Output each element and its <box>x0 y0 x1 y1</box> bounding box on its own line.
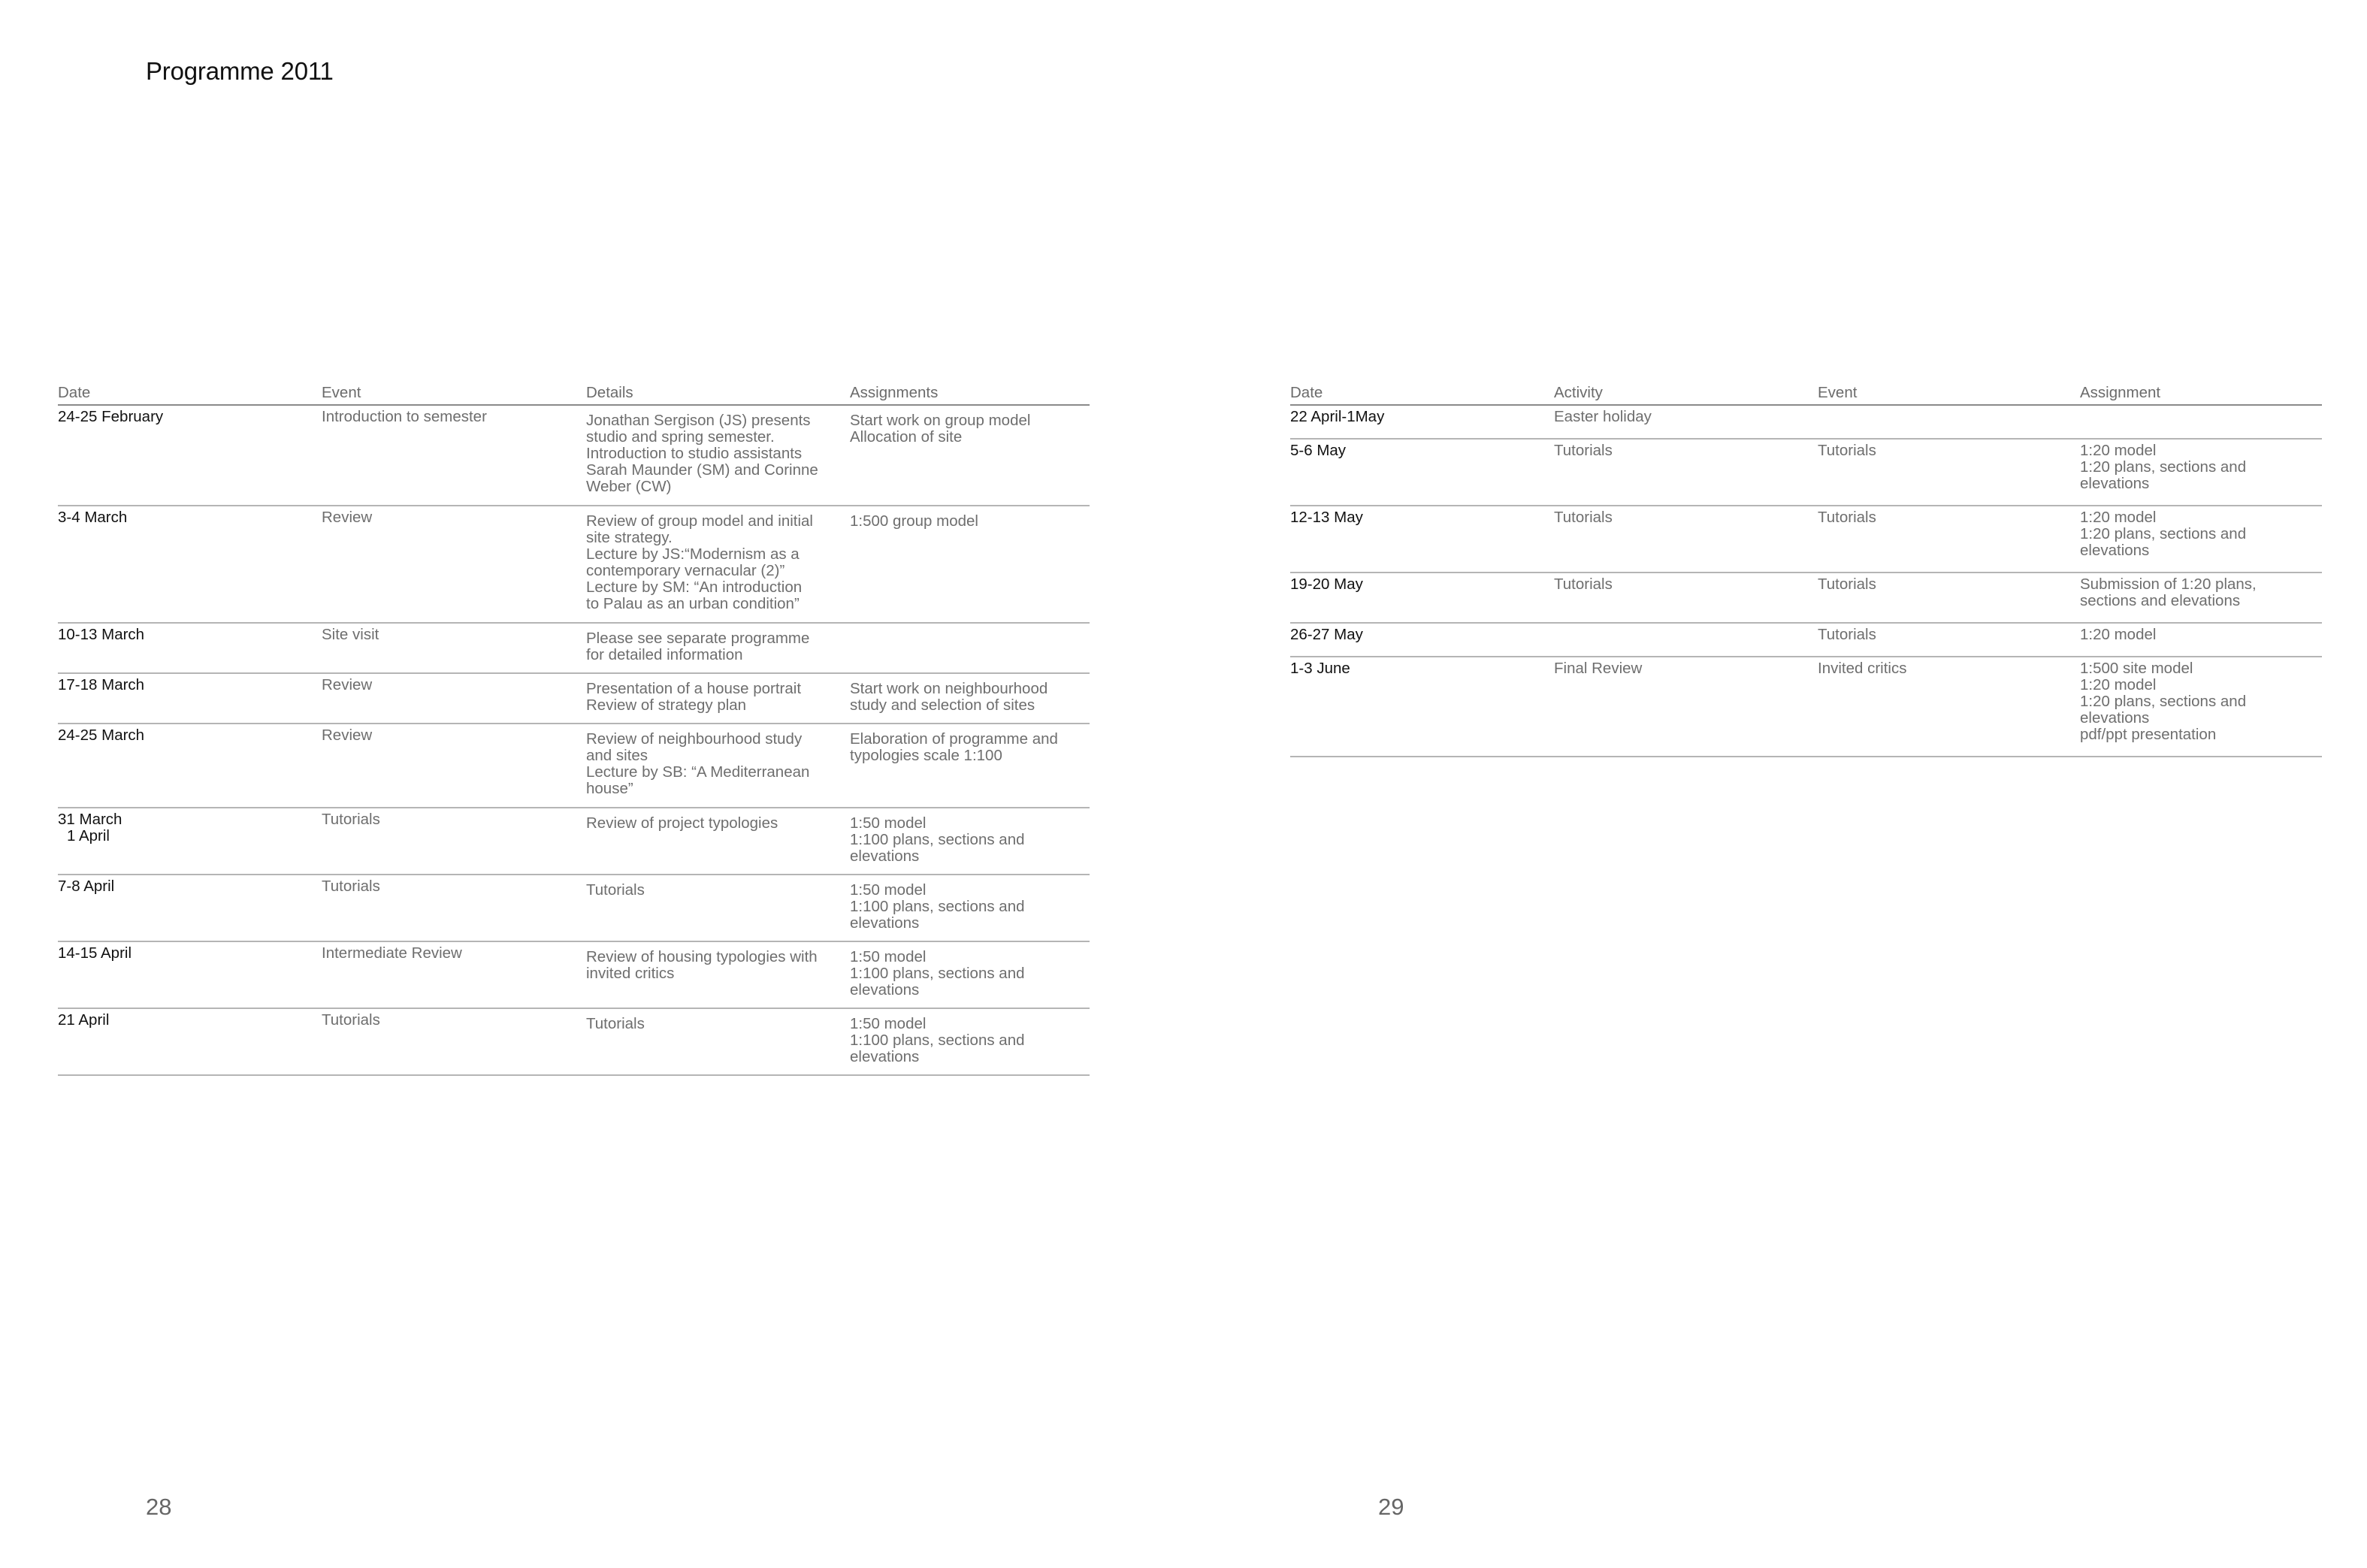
cell-assignments <box>850 405 1090 506</box>
cell-assignment <box>2080 439 2322 506</box>
table-row <box>58 941 1090 1008</box>
details-line: to Palau as an urban condition” <box>586 595 800 612</box>
date-line: 10-13 March <box>58 626 145 643</box>
column-header-assignment: Assignment <box>2080 379 2322 405</box>
cell-event <box>322 724 586 808</box>
table-row <box>1290 623 2322 657</box>
assignment-line: sections and elevations <box>2080 592 2241 609</box>
date-line: 1-3 June <box>1290 660 1350 677</box>
assignment-line: 1:20 plans, sections and <box>2080 458 2247 476</box>
details-line: Sarah Maunder (SM) and Corinne <box>586 461 818 479</box>
details-line: Review of strategy plan <box>586 696 747 714</box>
details-line: invited critics <box>586 965 675 982</box>
table-header-row <box>58 379 1090 405</box>
cell-activity <box>1554 657 1818 757</box>
cell-date <box>1290 623 1554 657</box>
assignments-line: elevations <box>850 847 920 865</box>
assignments-line: elevations <box>850 981 920 999</box>
table-row <box>58 673 1090 724</box>
details-line: contemporary vernacular (2)” <box>586 562 785 579</box>
details-line: Review of project typologies <box>586 814 778 832</box>
page-title: Programme 2011 <box>146 57 334 85</box>
date-line: 24-25 February <box>58 408 164 425</box>
event-line: Tutorials <box>322 1011 380 1029</box>
table-row <box>1290 573 2322 623</box>
date-line: 24-25 March <box>58 727 145 744</box>
cell-assignments <box>850 724 1090 808</box>
cell-date <box>1290 573 1554 623</box>
details-line: Jonathan Sergison (JS) presents <box>586 412 811 429</box>
column-header-details: Details <box>586 379 850 405</box>
date-line: 26-27 May <box>1290 626 1363 643</box>
cell-assignment <box>2080 405 2322 439</box>
event-line: Invited critics <box>1818 660 1907 677</box>
event-line: Tutorials <box>1818 576 1876 593</box>
cell-event <box>322 808 586 875</box>
assignments-line: 1:50 model <box>850 881 927 899</box>
assignment-line: 1:500 site model <box>2080 660 2193 677</box>
cell-activity <box>1554 506 1818 573</box>
cell-event <box>322 405 586 506</box>
assignments-line: typologies scale 1:100 <box>850 747 1002 764</box>
cell-event <box>1818 623 2080 657</box>
activity-line: Final Review <box>1554 660 1643 677</box>
cell-date <box>1290 657 1554 757</box>
assignments-line: 1:500 group model <box>850 512 978 530</box>
cell-details <box>586 808 850 875</box>
cell-activity <box>1554 623 1818 657</box>
details-line: Lecture by SM: “An introduction <box>586 579 803 596</box>
assignment-line: 1:20 model <box>2080 442 2157 459</box>
event-line: Tutorials <box>322 811 380 828</box>
assignment-line: pdf/ppt presentation <box>2080 726 2217 743</box>
assignments-line: 1:50 model <box>850 1015 927 1032</box>
table-row <box>1290 405 2322 439</box>
cell-details <box>586 1008 850 1075</box>
cell-assignments <box>850 623 1090 673</box>
assignments-line: Allocation of site <box>850 428 963 446</box>
details-line: Please see separate programme <box>586 630 810 647</box>
cell-event <box>1818 657 2080 757</box>
cell-assignments <box>850 808 1090 875</box>
cell-event <box>1818 405 2080 439</box>
details-line: studio and spring semester. <box>586 428 775 446</box>
event-line: Tutorials <box>322 878 380 895</box>
assignments-line: 1:100 plans, sections and <box>850 831 1025 848</box>
cell-event <box>322 623 586 673</box>
event-line: Introduction to semester <box>322 408 487 425</box>
cell-activity <box>1554 573 1818 623</box>
assignment-line: 1:20 plans, sections and <box>2080 693 2247 710</box>
cell-event <box>322 506 586 623</box>
details-line: house” <box>586 780 633 797</box>
column-header-date: Date <box>58 379 322 405</box>
assignments-line: 1:50 model <box>850 814 927 832</box>
date-line: 5-6 May <box>1290 442 1347 459</box>
cell-date <box>58 673 322 724</box>
assignment-line: 1:20 model <box>2080 626 2157 643</box>
cell-event <box>322 673 586 724</box>
details-line: Review of group model and initial <box>586 512 813 530</box>
cell-date <box>58 875 322 941</box>
column-header-event: Event <box>1818 379 2080 405</box>
date-line: 19-20 May <box>1290 576 1363 593</box>
details-line: Weber (CW) <box>586 478 672 495</box>
column-header-date: Date <box>1290 379 1554 405</box>
cell-details <box>586 941 850 1008</box>
assignments-line: 1:100 plans, sections and <box>850 965 1025 982</box>
activity-line: Tutorials <box>1554 576 1613 593</box>
cell-assignment <box>2080 506 2322 573</box>
activity-line: Easter holiday <box>1554 408 1652 425</box>
assignments-line: Start work on neighbourhood <box>850 680 1048 697</box>
table-row <box>58 808 1090 875</box>
date-line: 17-18 March <box>58 676 145 693</box>
page-number-left: 28 <box>146 1494 172 1520</box>
cell-assignments <box>850 506 1090 623</box>
assignment-line: Submission of 1:20 plans, <box>2080 576 2257 593</box>
cell-details <box>586 506 850 623</box>
details-line: Presentation of a house portrait <box>586 680 802 697</box>
event-line: Intermediate Review <box>322 944 462 962</box>
table-header-row <box>1290 379 2322 405</box>
activity-line: Tutorials <box>1554 442 1613 459</box>
details-line: for detailed information <box>586 646 743 663</box>
cell-assignments <box>850 875 1090 941</box>
event-line: Review <box>322 676 373 693</box>
cell-assignment <box>2080 623 2322 657</box>
details-line: Introduction to studio assistants <box>586 445 803 462</box>
cell-event <box>1818 573 2080 623</box>
table-row <box>1290 506 2322 573</box>
cell-activity <box>1554 439 1818 506</box>
date-line: 1 April <box>67 827 110 844</box>
assignments-line: 1:100 plans, sections and <box>850 1032 1025 1049</box>
event-line: Tutorials <box>1818 442 1876 459</box>
column-header-event: Event <box>322 379 586 405</box>
cell-activity <box>1554 405 1818 439</box>
assignments-line: 1:50 model <box>850 948 927 965</box>
details-line: Review of housing typologies with <box>586 948 818 965</box>
assignment-line: 1:20 model <box>2080 676 2157 693</box>
cell-date <box>1290 506 1554 573</box>
assignments-line: Start work on group model <box>850 412 1031 429</box>
cell-date <box>58 724 322 808</box>
assignments-line: study and selection of sites <box>850 696 1035 714</box>
column-header-activity: Activity <box>1554 379 1818 405</box>
cell-assignments <box>850 1008 1090 1075</box>
cell-event <box>322 1008 586 1075</box>
details-line: and sites <box>586 747 648 764</box>
cell-date <box>58 506 322 623</box>
cell-details <box>586 724 850 808</box>
event-line: Review <box>322 727 373 744</box>
event-line: Site visit <box>322 626 379 643</box>
page-number-right: 29 <box>1378 1494 1404 1520</box>
cell-date <box>1290 405 1554 439</box>
table-row <box>58 724 1090 808</box>
schedule-table-left <box>58 379 1090 1076</box>
cell-assignment <box>2080 573 2322 623</box>
details-line: Tutorials <box>586 881 645 899</box>
cell-details <box>586 405 850 506</box>
details-line: Lecture by JS:“Modernism as a <box>586 545 800 563</box>
date-line: 22 April-1May <box>1290 408 1385 425</box>
schedule-table-right <box>1290 379 2322 757</box>
assignment-line: elevations <box>2080 542 2150 559</box>
table-row <box>58 405 1090 506</box>
date-line: 21 April <box>58 1011 110 1029</box>
assignments-line: elevations <box>850 914 920 932</box>
table-row <box>58 623 1090 673</box>
table-row <box>58 1008 1090 1075</box>
date-line: 3-4 March <box>58 509 128 526</box>
date-line: 14-15 April <box>58 944 132 962</box>
table-row <box>58 875 1090 941</box>
cell-event <box>322 941 586 1008</box>
table-row <box>1290 657 2322 757</box>
assignments-line: 1:100 plans, sections and <box>850 898 1025 915</box>
assignment-line: elevations <box>2080 475 2150 492</box>
date-line: 12-13 May <box>1290 509 1363 526</box>
cell-assignments <box>850 941 1090 1008</box>
column-header-assignments: Assignments <box>850 379 1090 405</box>
date-line: 31 March <box>58 811 122 828</box>
cell-date <box>1290 439 1554 506</box>
cell-date <box>58 941 322 1008</box>
cell-date <box>58 1008 322 1075</box>
cell-assignment <box>2080 657 2322 757</box>
assignments-line: Elaboration of programme and <box>850 730 1058 748</box>
cell-event <box>322 875 586 941</box>
cell-assignments <box>850 673 1090 724</box>
cell-date <box>58 808 322 875</box>
table-row <box>58 506 1090 623</box>
date-line: 7-8 April <box>58 878 115 895</box>
assignment-line: elevations <box>2080 709 2150 727</box>
cell-event <box>1818 439 2080 506</box>
event-line: Review <box>322 509 373 526</box>
details-line: Review of neighbourhood study <box>586 730 803 748</box>
details-line: Tutorials <box>586 1015 645 1032</box>
event-line: Tutorials <box>1818 626 1876 643</box>
assignments-line: elevations <box>850 1048 920 1065</box>
cell-details <box>586 875 850 941</box>
event-line: Tutorials <box>1818 509 1876 526</box>
table-row <box>1290 439 2322 506</box>
assignment-line: 1:20 plans, sections and <box>2080 525 2247 542</box>
cell-date <box>58 623 322 673</box>
activity-line: Tutorials <box>1554 509 1613 526</box>
cell-event <box>1818 506 2080 573</box>
details-line: site strategy. <box>586 529 673 546</box>
details-line: Lecture by SB: “A Mediterranean <box>586 763 810 781</box>
cell-details <box>586 623 850 673</box>
cell-details <box>586 673 850 724</box>
assignment-line: 1:20 model <box>2080 509 2157 526</box>
cell-date <box>58 405 322 506</box>
